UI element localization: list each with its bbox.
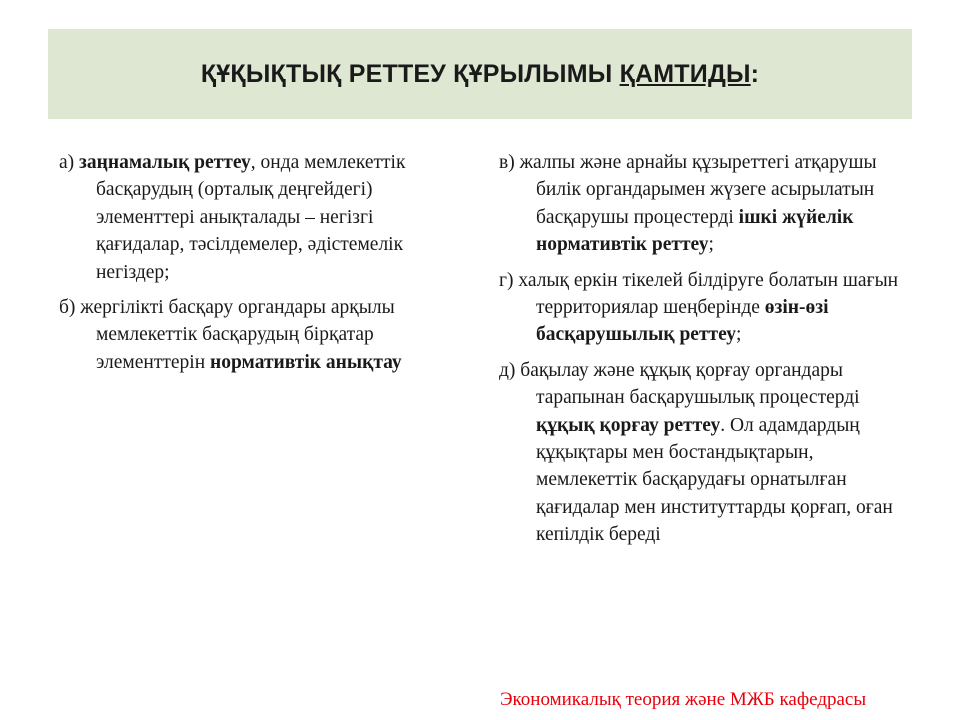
title-band	[48, 29, 912, 119]
item-d	[499, 357, 904, 549]
item-v	[499, 149, 904, 259]
left-column	[59, 149, 459, 384]
item-v-text: жалпы және арнайы құзыреттегі атқарушы билік органдарымен жүзеге асырылатын басқарушы процестерді	[519, 152, 877, 228]
right-column	[499, 149, 904, 557]
item-g	[499, 267, 904, 349]
item-d-marker: д)	[499, 359, 521, 381]
footer-department: Экономикалық теория және МЖБ кафедрасы	[500, 689, 867, 710]
item-d-bold: құқық қорғау реттеу	[536, 414, 721, 436]
item-g-bold: өзін-өзі басқарушылық реттеу	[536, 297, 829, 346]
item-a-text: , онда мемлекеттік басқарудың (орталық деңгейдегі) элементтері анықталады – негізгі қағидалар, тәсілдемелер, әдістемелік негіздер;	[96, 152, 406, 283]
item-b	[59, 294, 459, 376]
item-a-bold: заңнамалық реттеу	[79, 152, 251, 173]
item-g-marker: г)	[499, 269, 519, 291]
slide-title	[201, 60, 759, 89]
title-underlined: ҚАМТИДЫ	[619, 59, 751, 88]
title-main: ҚҰҚЫҚТЫҚ РЕТТЕУ ҚҰРЫЛЫМЫ	[200, 59, 620, 88]
item-a	[59, 149, 459, 286]
item-d-text: бақылау және құқық қорғау органдары тарапынан басқарушылық процестерді	[520, 359, 860, 409]
item-g-after: ;	[736, 324, 742, 346]
item-d-after: . Ол адамдардың құқықтары мен бостандықтарын, мемлекеттік басқарудағы орнатылған қағидалар мен институттарды қорғап, оған кепілдік береді	[536, 414, 893, 546]
item-a-marker: а)	[59, 152, 80, 173]
item-v-marker: в)	[499, 152, 520, 173]
item-v-bold: ішкі жүйелік нормативтік реттеу	[536, 206, 854, 256]
item-v-after: ;	[708, 234, 714, 256]
item-b-bold: нормативтік анықтау	[210, 351, 402, 373]
item-g-text: халық еркін тікелей білдіруге болатын шағын территориялар шеңберінде	[518, 269, 899, 319]
item-b-text: жергілікті басқару органдары арқылы мемлекеттік басқарудың бірқатар элементтерін	[80, 297, 395, 373]
title-colon: :	[750, 59, 760, 88]
item-b-marker: б)	[59, 297, 81, 319]
